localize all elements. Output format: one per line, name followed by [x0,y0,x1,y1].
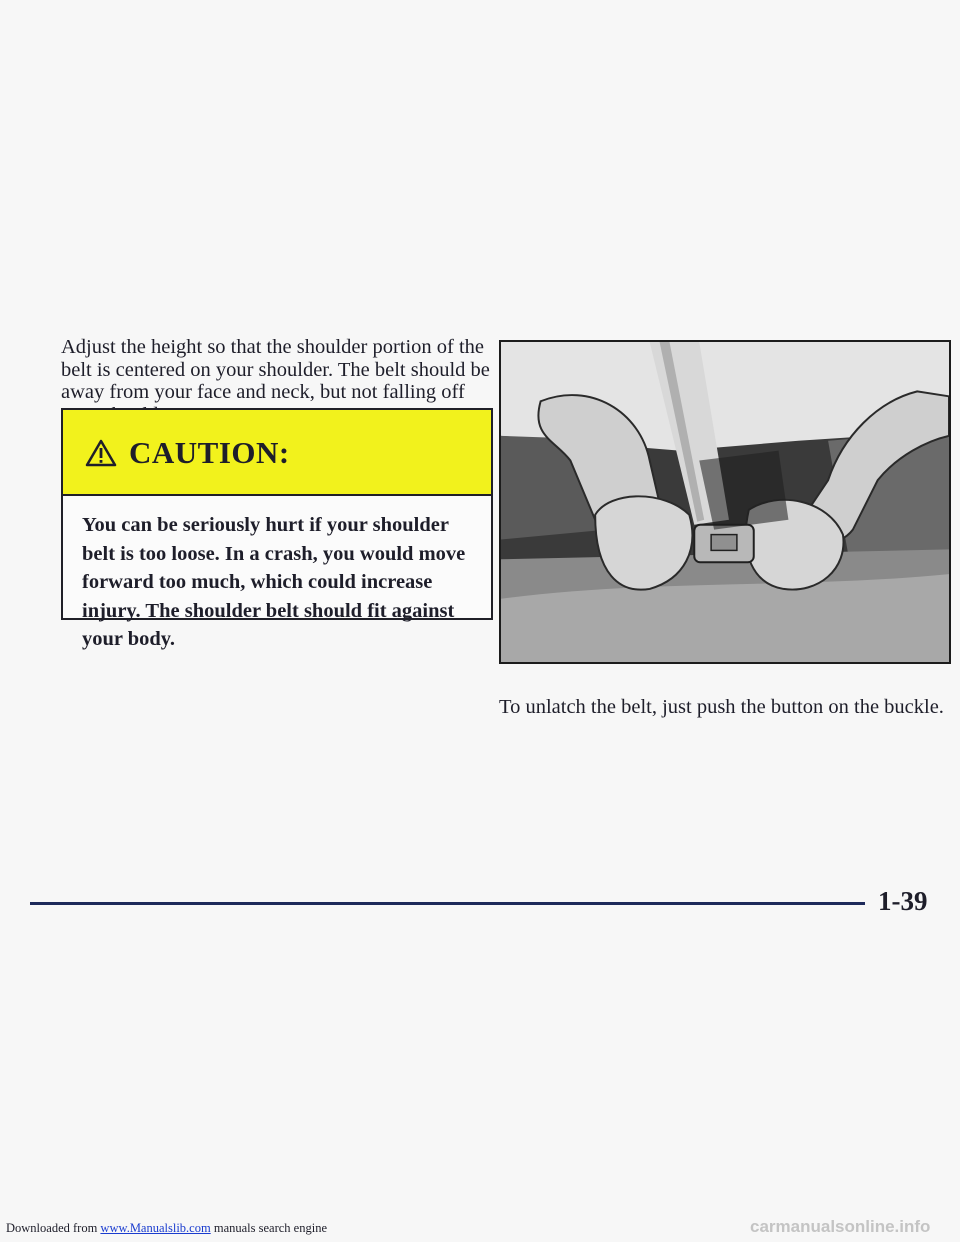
watermark: carmanualsonline.info [750,1217,931,1236]
download-suffix: manuals search engine [210,1221,327,1235]
caution-label: CAUTION: [129,435,290,470]
seat-belt-buckle-illustration [499,340,951,664]
caution-title [85,435,290,471]
download-line [6,1221,327,1236]
caption: To unlatch the belt, just push the button on the buckle. [499,696,944,718]
intro-paragraph: Adjust the height so that the shoulder portion of the belt is centered on your shoulder. The belt should be away from your face and neck, but not falling off [61,336,490,403]
caution-box [61,408,493,650]
download-prefix: Downloaded from [6,1221,101,1235]
footer-rule [30,902,865,905]
caution-header [63,410,491,496]
caution-text: You can be seriously hurt if your shoulder belt is too loose. In a crash, you would move forward too much, which could increase injury. The shoulder belt should fit against your body. [82,514,466,650]
warning-triangle-icon [85,439,117,467]
manualslib-link[interactable]: www.Manualslib.com [100,1221,211,1235]
page-number: 1-39 [878,886,928,916]
